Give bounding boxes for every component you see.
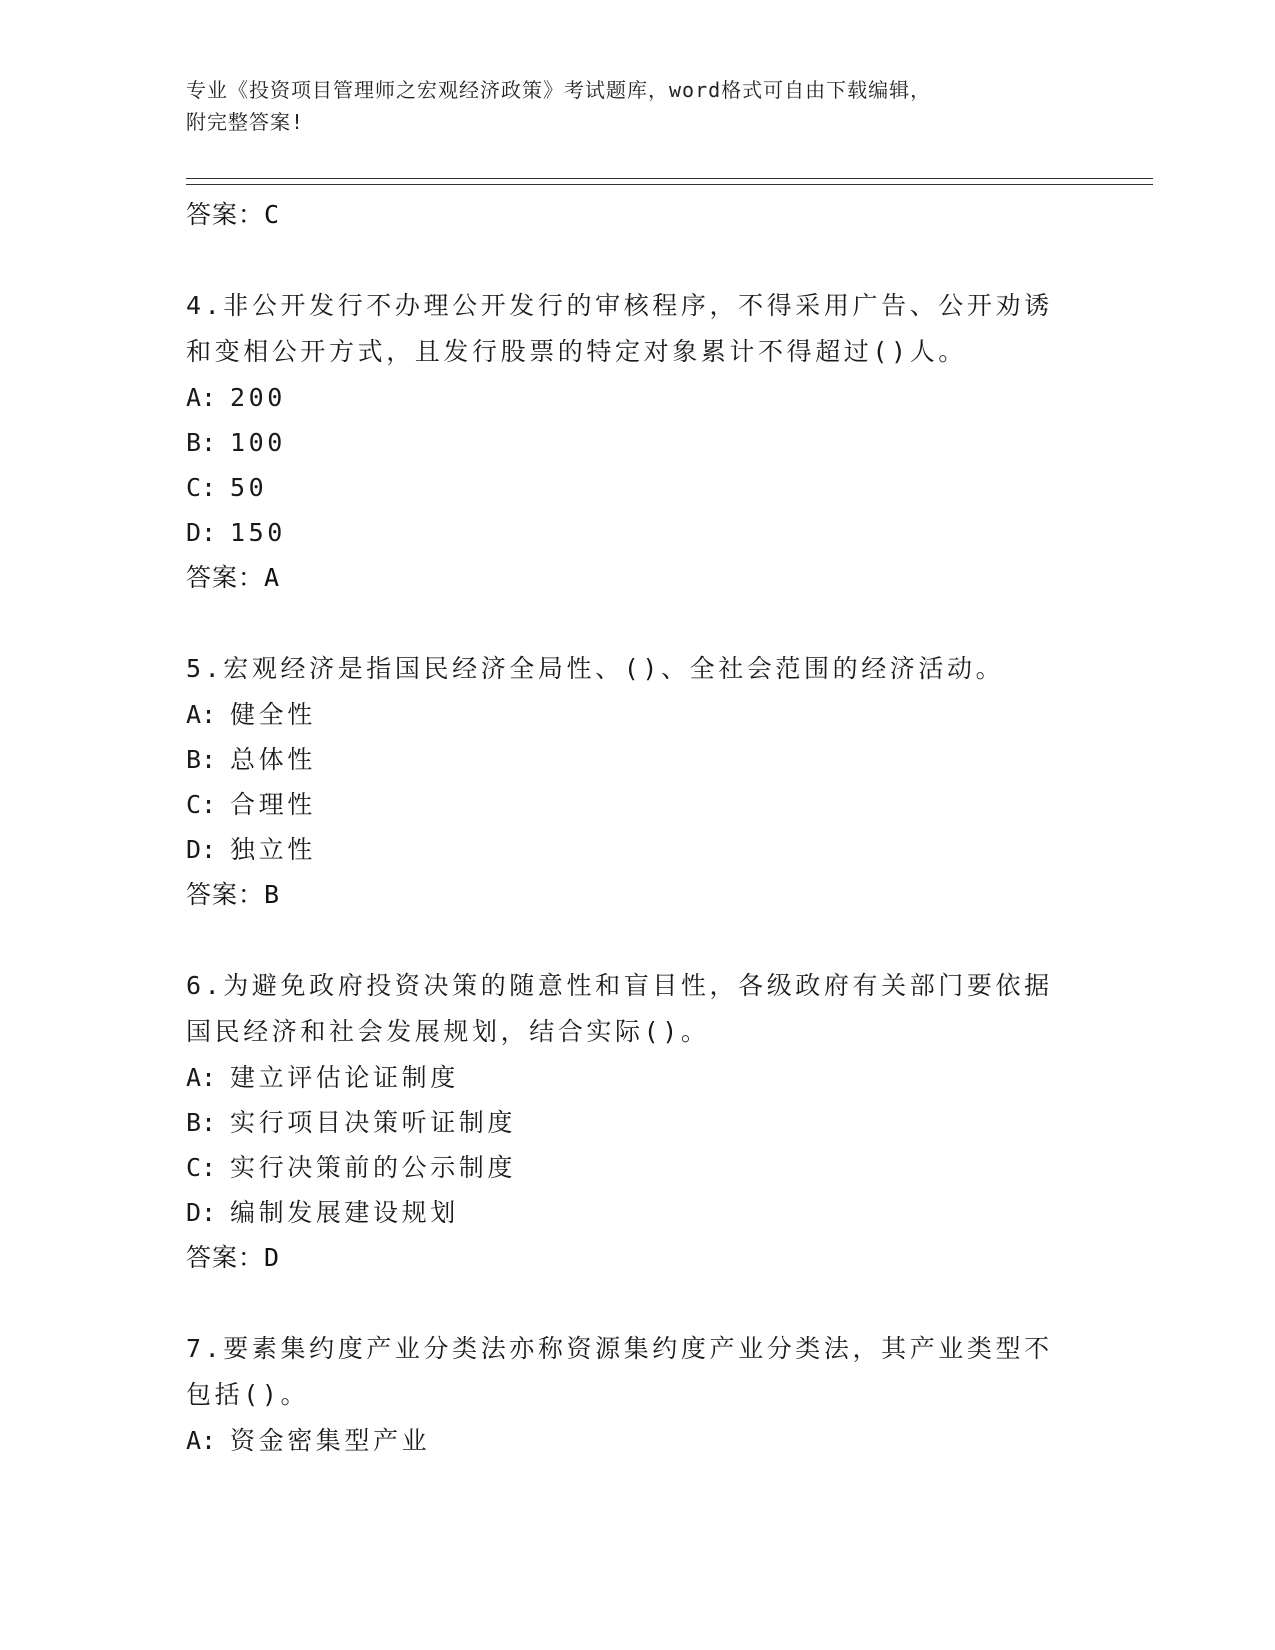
question-text [186,1326,1066,1418]
option-c [186,782,1066,827]
spacer [186,918,1066,963]
option-text: 资金密集型产业 [230,1426,431,1455]
question-block [186,1326,1066,1463]
answer-label: 答案： [186,200,265,229]
spacer [186,238,1066,283]
option-d [186,827,1066,872]
question-line: 和变相公开方式，且发行股票的特定对象累计不得超过()人。 [186,337,967,366]
question-line: 包括()。 [186,1380,310,1409]
option-letter: D: [186,835,217,864]
option-letter: C: [186,473,217,502]
option-text: 200 [230,383,286,412]
answer-line [186,1235,1066,1281]
answer-value: A [264,563,281,592]
document-header [186,74,1066,138]
option-letter: B: [186,428,217,457]
option-letter: A: [186,700,217,729]
answer-value: B [264,880,281,909]
option-letter: B: [186,1108,217,1137]
option-text: 总体性 [230,745,316,774]
question-block [186,963,1066,1281]
option-c [186,1145,1066,1190]
question-block [186,283,1066,601]
question-block [186,646,1066,918]
option-text: 实行决策前的公示制度 [230,1153,517,1182]
option-text: 建立评估论证制度 [230,1063,459,1092]
option-b [186,420,1066,465]
option-letter: A: [186,1426,217,1455]
answer-label: 答案： [186,1243,265,1272]
spacer [186,1281,1066,1326]
answer-line [186,872,1066,918]
option-text: 50 [230,473,268,502]
option-a [186,1418,1066,1463]
option-c [186,465,1066,510]
option-text: 150 [230,518,286,547]
spacer [186,601,1066,646]
question-text [186,963,1066,1055]
question-line: 国民经济和社会发展规划，结合实际()。 [186,1017,710,1046]
header-divider [186,178,1153,185]
option-text: 100 [230,428,286,457]
answer-line [186,555,1066,601]
answer-label: 答案： [186,563,265,592]
option-d [186,1190,1066,1235]
option-d [186,510,1066,555]
answer-label: 答案： [186,880,265,909]
answer-line [186,192,1066,238]
option-text: 独立性 [230,835,316,864]
question-text [186,646,1066,692]
option-letter: A: [186,383,217,412]
option-a [186,375,1066,420]
answer-value: D [264,1243,281,1272]
option-a [186,1055,1066,1100]
question-text [186,283,1066,375]
header-line-2: 附完整答案! [186,110,305,134]
option-letter: C: [186,790,217,819]
question-line: 6.为避免政府投资决策的随意性和盲目性，各级政府有关部门要依据 [186,971,1053,1000]
option-text: 健全性 [230,700,316,729]
option-letter: C: [186,1153,217,1182]
option-letter: A: [186,1063,217,1092]
question-list [186,192,1066,1463]
option-letter: B: [186,745,217,774]
option-a [186,692,1066,737]
option-b [186,737,1066,782]
question-line: 4.非公开发行不办理公开发行的审核程序，不得采用广告、公开劝诱 [186,291,1053,320]
answer-value: C [264,200,281,229]
option-letter: D: [186,1198,217,1227]
question-line: 5.宏观经济是指国民经济全局性、()、全社会范围的经济活动。 [186,654,1005,683]
option-b [186,1100,1066,1145]
question-line: 7.要素集约度产业分类法亦称资源集约度产业分类法，其产业类型不 [186,1334,1053,1363]
header-line-1: 专业《投资项目管理师之宏观经济政策》考试题库，word格式可自由下载编辑， [186,78,932,102]
option-letter: D: [186,518,217,547]
option-text: 合理性 [230,790,316,819]
option-text: 编制发展建设规划 [230,1198,459,1227]
option-text: 实行项目决策听证制度 [230,1108,517,1137]
